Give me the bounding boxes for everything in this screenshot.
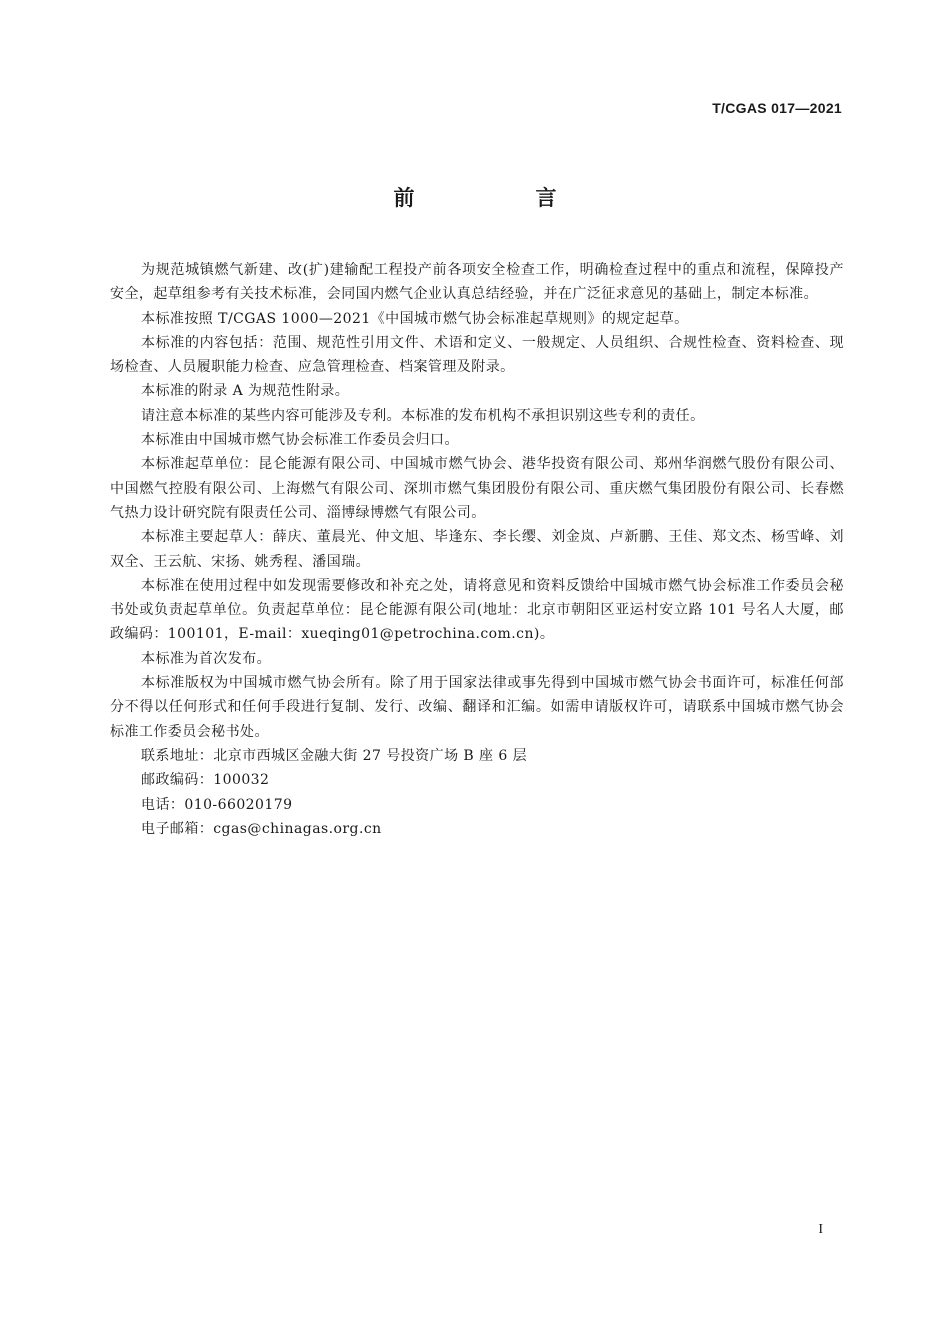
page-title: 前 言 <box>393 186 607 210</box>
paragraph-drafting-rules: 本标准按照 T/CGAS 1000—2021《中国城市燃气协会标准起草规则》的规定起草。 <box>141 310 689 327</box>
page-number: I <box>818 1222 823 1237</box>
paragraph-purpose: 为规范城镇燃气新建、改(扩)建输配工程投产前各项安全检查工作，明确检查过程中的重点和流程，保障投产安全，起草组参考有关技术标准，会同国内燃气企业认真总结经验，并在广泛征求意见的基础上，制定本标准。 <box>110 262 844 303</box>
paragraph-responsible-committee: 本标准由中国城市燃气协会标准工作委员会归口。 <box>141 432 459 449</box>
contact-postcode: 邮政编码：100032 <box>141 772 270 789</box>
paragraph-first-release: 本标准为首次发布。 <box>141 650 272 667</box>
paragraph-patent-notice: 请注意本标准的某些内容可能涉及专利。本标准的发布机构不承担识别这些专利的责任。 <box>141 407 705 424</box>
contact-address: 联系地址：北京市西城区金融大街 27 号投资广场 B 座 6 层 <box>141 747 528 764</box>
paragraph-contents: 本标准的内容包括：范围、规范性引用文件、术语和定义、一般规定、人员组织、合规性检查、资料检查、现场检查、人员履职能力检查、应急管理检查、档案管理及附录。 <box>110 334 844 376</box>
contact-phone: 电话：010-66020179 <box>141 796 293 813</box>
paragraph-appendix: 本标准的附录 A 为规范性附录。 <box>141 383 350 400</box>
paragraph-drafting-units: 本标准起草单位：昆仑能源有限公司、中国城市燃气协会、港华投资有限公司、郑州华润燃气股份有限公司、中国燃气控股有限公司、上海燃气有限公司、深圳市燃气集团股份有限公司、重庆燃气集团股份有限公司、长春燃气热力设计研究院有限责任公司、淄博绿博燃气有限公司。 <box>110 456 844 521</box>
foreword-body <box>110 258 844 841</box>
standard-code: T/CGAS 017—2021 <box>712 100 842 116</box>
paragraph-copyright: 本标准版权为中国城市燃气协会所有。除了用于国家法律或事先得到中国城市燃气协会书面许可，标准任何部分不得以任何形式和任何手段进行复制、发行、改编、翻译和汇编。如需申请版权许可，请联系中国城市燃气协会标准工作委员会秘书处。 <box>110 675 844 740</box>
paragraph-drafters: 本标准主要起草人：薛庆、董晨光、仲文旭、毕逢东、李长缨、刘金岚、卢新鹏、王佳、郑文杰、杨雪峰、刘双全、王云航、宋扬、姚秀程、潘国瑞。 <box>110 529 844 570</box>
paragraph-feedback: 本标准在使用过程中如发现需要修改和补充之处，请将意见和资料反馈给中国城市燃气协会标准工作委员会秘书处或负责起草单位。负责起草单位：昆仑能源有限公司(地址：北京市朝阳区亚运村安立路 101 号名人大厦，邮政编码：100101，E-mail：xueqing01@petrochina.com.cn)。 <box>110 577 844 643</box>
contact-email: 电子邮箱：cgas@chinagas.org.cn <box>141 820 382 837</box>
